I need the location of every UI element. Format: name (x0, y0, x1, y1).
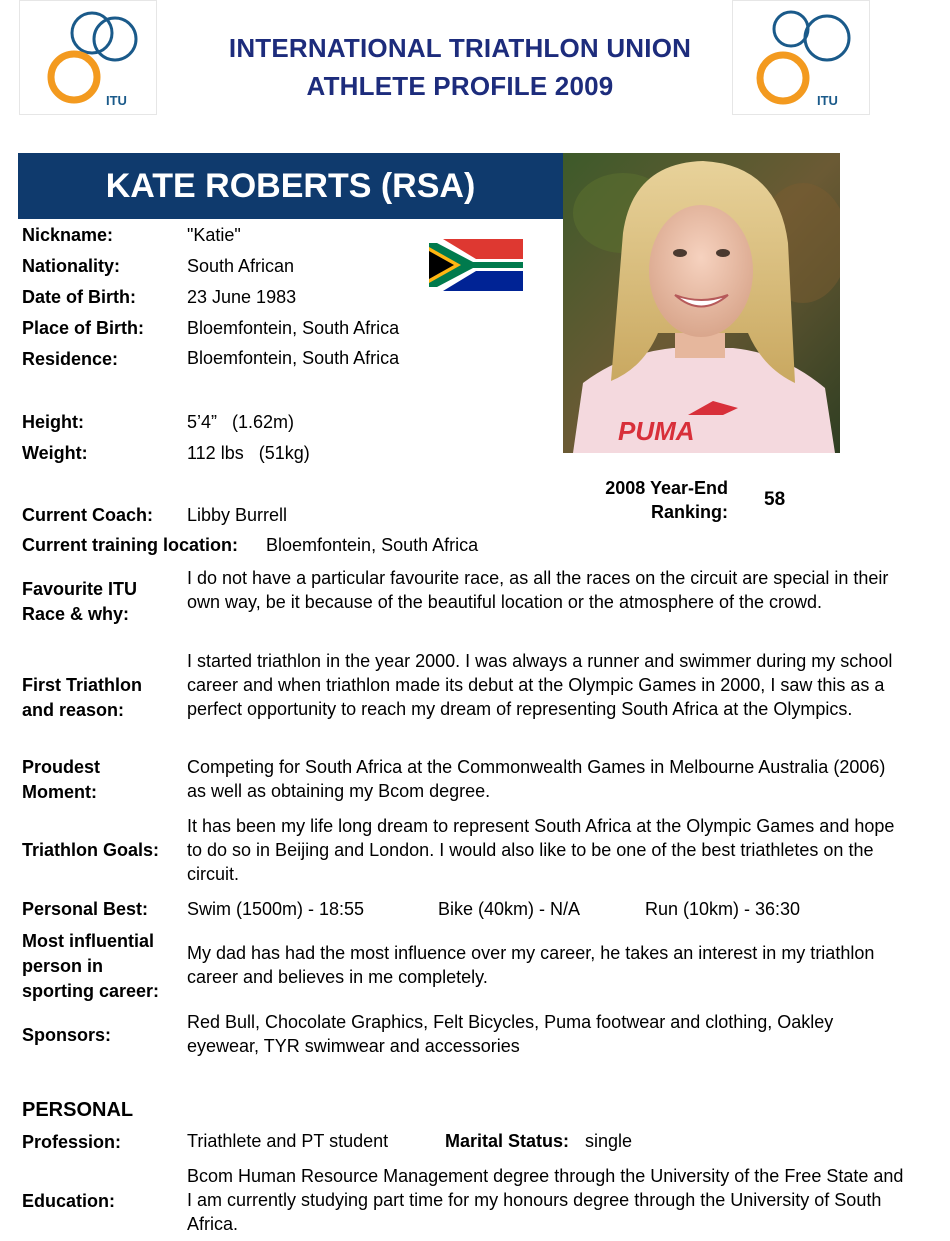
nationality-value: South African (187, 256, 295, 276)
dob-label: Date of Birth: (22, 287, 136, 307)
logo-text: ITU (106, 93, 127, 108)
pb-swim: Swim (1500m) - 18:55 (187, 899, 365, 919)
goals-text: It has been my life long dream to represent South Africa at the Olympic Games and hope to do so in Beijing and London. I would also like to be one of the best triathletes on the circuit. (187, 816, 895, 884)
south-africa-flag-icon (429, 239, 523, 291)
page-title: INTERNATIONAL TRIATHLON UNION (228, 33, 692, 63)
ranking-label-line1: 2008 Year-End (605, 478, 728, 498)
logo-text: ITU (817, 93, 838, 108)
first-triathlon-label-line2: and reason: (22, 700, 125, 720)
personal-heading: PERSONAL (22, 1099, 134, 1121)
athlete-photo (563, 153, 840, 453)
profession-label: Profession: (22, 1132, 122, 1152)
favourite-race-label-line1: Favourite ITU (22, 579, 138, 599)
dob-value: 23 June 1983 (187, 287, 297, 307)
athlete-name: KATE ROBERTS (RSA) (18, 153, 563, 219)
pb-bike: Bike (40km) - N/A (438, 899, 581, 919)
marital-status-value: single (585, 1131, 633, 1151)
training-location-label: Current training location: (22, 535, 238, 555)
education-text: Bcom Human Resource Management degree through the University of the Free State and I am currently studying part time for my honours degree through the University of South Africa. (187, 1166, 904, 1234)
education-label: Education: (22, 1191, 115, 1211)
influence-label-line1: Most influential (22, 931, 154, 951)
goals-label: Triathlon Goals: (22, 840, 160, 860)
profession-value: Triathlete and PT student (187, 1131, 389, 1151)
page-subtitle: ATHLETE PROFILE 2009 (306, 71, 614, 101)
height-label: Height: (22, 412, 84, 432)
weight-value: 112 lbs (51kg) (187, 443, 310, 463)
favourite-race-text: I do not have a particular favourite race, as all the races on the circuit are special in their own way, be it because of the beautiful location or the atmosphere of the crowd. (187, 568, 889, 612)
pb-run: Run (10km) - 36:30 (645, 899, 801, 919)
itu-logo-left (19, 0, 157, 115)
favourite-race-label-line2: Race & why: (22, 604, 130, 624)
residence-label: Residence: (22, 349, 119, 369)
nickname-label: Nickname: (22, 225, 114, 245)
proudest-moment-label-line1: Proudest (22, 757, 101, 777)
marital-status-label: Marital Status: (445, 1131, 570, 1151)
pob-label: Place of Birth: (22, 318, 145, 338)
ranking-label-line2: Ranking: (650, 502, 728, 522)
nickname-value: "Katie" (187, 225, 241, 245)
first-triathlon-text: I started triathlon in the year 2000. I was always a runner and swimmer during my school career and when triathlon made its debut at the Olympic Games in 2000, I saw this as a perfect opportunity to reach my dream of representing South Africa at the Olympics. (187, 651, 893, 719)
height-value: 5’4” (1.62m) (187, 412, 295, 432)
personal-best-label: Personal Best: (22, 899, 149, 919)
sponsors-label: Sponsors: (22, 1025, 112, 1045)
first-triathlon-label-line1: First Triathlon (22, 675, 143, 695)
influence-label-line3: sporting career: (22, 981, 160, 1001)
influence-label-line2: person in (22, 956, 104, 976)
coach-value: Libby Burrell (187, 505, 288, 525)
coach-label: Current Coach: (22, 505, 154, 525)
proudest-moment-label-line2: Moment: (22, 782, 97, 802)
proudest-moment-text: Competing for South Africa at the Commonwealth Games in Melbourne Australia (2006) as well as obtaining my Bcom degree. (187, 757, 886, 801)
training-location-value: Bloemfontein, South Africa (266, 535, 479, 555)
nationality-label: Nationality: (22, 256, 121, 276)
sponsors-text: Red Bull, Chocolate Graphics, Felt Bicycles, Puma footwear and clothing, Oakley eyewear, TYR swimwear and accessories (187, 1012, 834, 1056)
pob-value: Bloemfontein, South Africa (187, 318, 400, 338)
influence-text: My dad has had the most influence over my career, he takes an interest in my triathlon career and believes in me completely. (187, 943, 875, 987)
shirt-logo-text: PUMA (618, 416, 695, 446)
weight-label: Weight: (22, 443, 88, 463)
ranking-value: 58 (764, 489, 786, 510)
residence-value: Bloemfontein, South Africa (187, 348, 400, 368)
